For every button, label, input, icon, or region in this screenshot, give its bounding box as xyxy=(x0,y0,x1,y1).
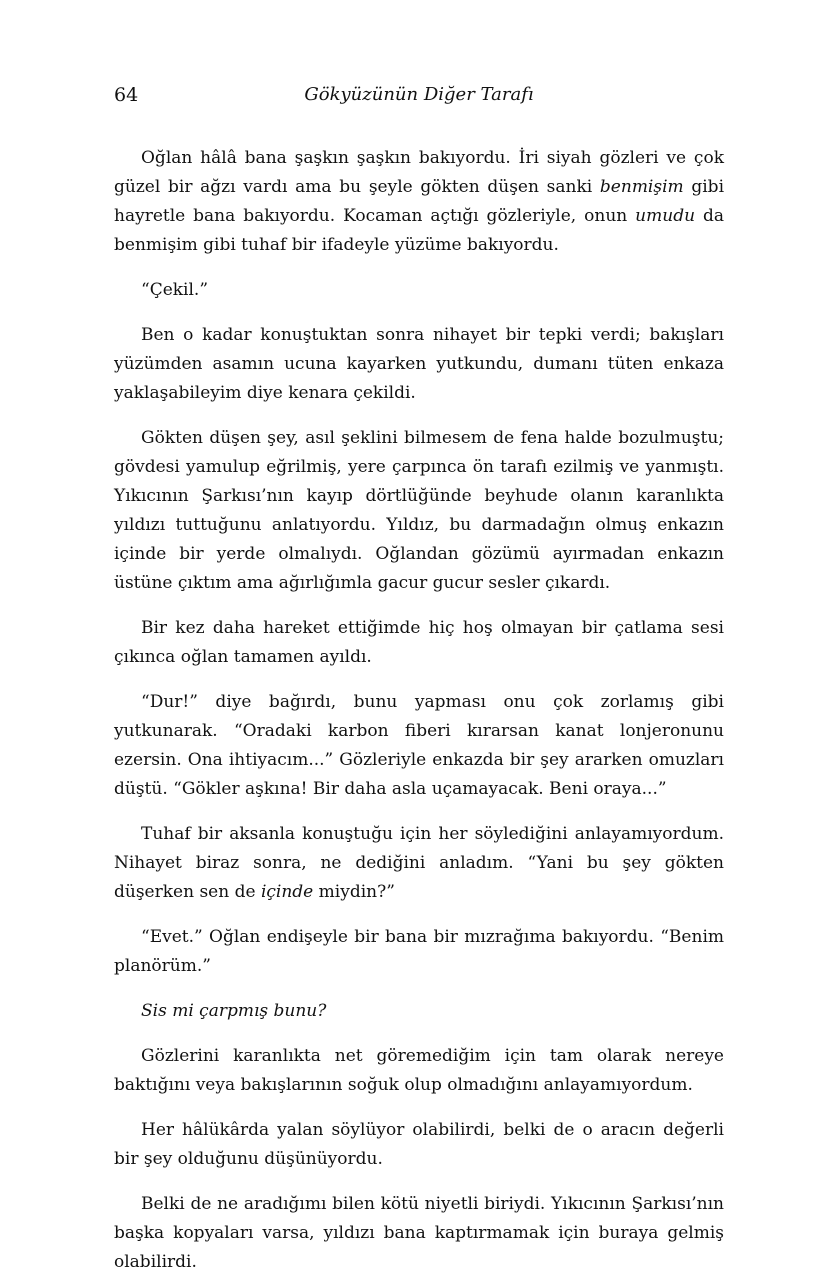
paragraph xyxy=(114,321,724,408)
text-run: Oğlan hâlâ bana şaşkın şaşkın bakıyordu. İri siyah gözleri ve çok güzel bir ağzı vardı ama bu şeyle gökten düşen sanki xyxy=(114,148,724,197)
paragraph xyxy=(114,424,724,598)
paragraph xyxy=(114,1042,724,1100)
italic-text: Sis mi çarpmış bunu? xyxy=(141,1001,327,1021)
text-run: Gökten düşen şey, asıl şeklini bilmesem de fena halde bozulmuştu; gövdesi yamulup eğrilmiş, yere çarpınca ön tarafı ezilmiş ve yanmıştı. Yıkıcının Şarkısı’nın kayıp dörtlüğünde beyhude olanın karanlıkta yıldızı tuttuğunu anlatıyordu. Yıldız, bu darmadağın olmuş enkazın içinde bir yerde olmalıydı. Oğlandan gözümü ayırmadan enkazın üstüne çıktım ama ağırlığımla gacur gucur sesler çıkardı. xyxy=(114,428,724,593)
page-number: 64 xyxy=(114,84,139,106)
text-run: da benmişim gibi tuhaf bir ifadeyle yüzüme bakıyordu. xyxy=(114,206,724,255)
page-header xyxy=(114,84,724,114)
paragraph xyxy=(114,688,724,804)
text-run: Belki de ne aradığımı bilen kötü niyetli biriydi. Yıkıcının Şarkısı’nın başka kopyaları varsa, yıldızı bana kaptırmamak için buraya gelmiş olabilirdi. xyxy=(114,1194,724,1272)
text-run: Gözlerini karanlıkta net göremediğim için tam olarak nereye baktığını veya bakışlarının soğuk olup olmadığını anlayamıyordum. xyxy=(114,1046,724,1095)
text-run: Her hâlükârda yalan söylüyor olabilirdi, belki de o aracın değerli bir şey olduğunu düşünüyordu. xyxy=(114,1120,724,1169)
italic-text: umudu xyxy=(635,206,696,226)
body-text xyxy=(114,144,724,1277)
paragraph xyxy=(114,1190,724,1277)
text-run: Ben o kadar konuştuktan sonra nihayet bir tepki verdi; bakışları yüzümden asamın ucuna kayarken yutkundu, dumanı tüten enkaza yaklaşabileyim diye kenara çekildi. xyxy=(114,325,724,403)
paragraph xyxy=(114,820,724,907)
paragraph xyxy=(114,997,724,1026)
running-title: Gökyüzünün Diğer Tarafı xyxy=(304,84,534,105)
text-run: gibi hayretle bana bakıyordu. Kocaman açtığı gözleriyle, onun xyxy=(114,177,725,226)
paragraph xyxy=(114,614,724,672)
paragraph xyxy=(114,1116,724,1174)
italic-text: içinde xyxy=(260,882,314,902)
paragraph xyxy=(114,923,724,981)
text-run: “Evet.” Oğlan endişeyle bir bana bir mızrağıma bakıyordu. “Benim planörüm.” xyxy=(114,927,724,976)
text-run: Bir kez daha hareket ettiğimde hiç hoş olmayan bir çatlama sesi çıkınca oğlan tamamen ayıldı. xyxy=(114,618,724,667)
text-run: “Dur!” diye bağırdı, bunu yapması onu çok zorlamış gibi yutkunarak. “Oradaki karbon fiberi kırarsan kanat lonjeronunu ezersin. Ona ihtiyacım...” Gözleriyle enkazda bir şey ararken omuzları düştü. “Gökler aşkına! Bir daha asla uçamayacak. Beni oraya...” xyxy=(114,692,724,799)
paragraph xyxy=(114,144,724,260)
italic-text: benmişim xyxy=(599,177,684,197)
text-run: “Çekil.” xyxy=(141,280,209,300)
text-run: miydin?” xyxy=(313,882,395,902)
text-run: Tuhaf bir aksanla konuştuğu için her söylediğini anlayamıyordum. Nihayet biraz sonra, ne dediğini anladım. “Yani bu şey gökten düşerken sen de xyxy=(114,824,724,902)
paragraph xyxy=(114,276,724,305)
